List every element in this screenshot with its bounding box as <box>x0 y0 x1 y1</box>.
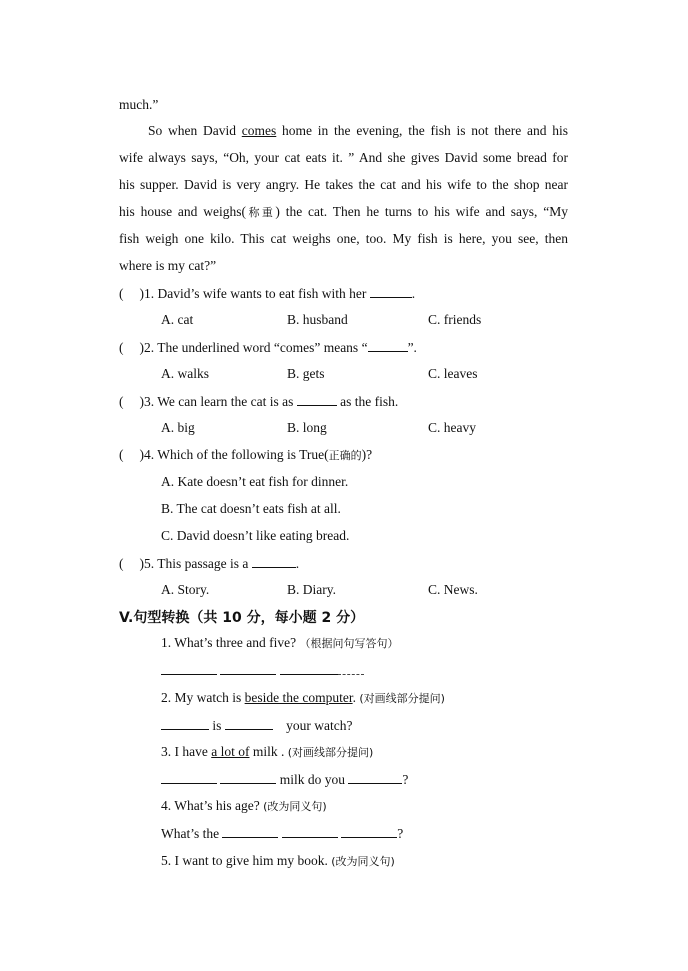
passage-line-3: his supper. David is very angry. He takes the cat and his wife to the shop near <box>119 177 568 192</box>
option-a[interactable]: A. Story. <box>161 582 210 597</box>
option-b[interactable]: B. husband <box>287 312 348 327</box>
passage-line-6: where is my cat?” <box>119 258 217 273</box>
question-text: )? <box>361 447 373 462</box>
answer-blank[interactable] <box>282 825 338 838</box>
question-text: . <box>411 286 416 301</box>
option-a[interactable]: A. big <box>161 420 195 435</box>
answer-blank[interactable] <box>368 339 408 352</box>
section-title: V.句型转换（共 10 分，每小题 2 分） <box>119 610 365 626</box>
question-text: David’s wife wants to eat fish with her <box>157 286 370 301</box>
answer-text: milk do you <box>276 772 349 787</box>
answer-bracket-open: ( <box>119 286 124 301</box>
transform-question-1 <box>161 635 398 652</box>
passage-text: ) the cat. Then he turns to his wife and says, “My <box>275 204 569 219</box>
answer-blank[interactable] <box>338 662 364 675</box>
passage-line-2: wife always says, “Oh, your cat eats it. ” And she gives David some bread for <box>119 150 568 165</box>
question-number: )2. <box>139 340 155 355</box>
question-text: . <box>352 690 356 705</box>
question-number: )3. <box>139 394 155 409</box>
option-c[interactable]: C. News. <box>428 582 478 597</box>
transform-answer-1 <box>161 662 364 679</box>
option-b[interactable]: B. gets <box>287 366 325 381</box>
answer-bracket-open: ( <box>119 447 124 462</box>
option-c[interactable]: C. leaves <box>428 366 478 381</box>
answer-text: What’s the <box>161 826 223 841</box>
underlined-word: comes <box>241 123 277 138</box>
passage-text: home in the evening, the fish is not there and his <box>276 123 568 138</box>
question-text: 1. What’s three and five? <box>161 635 297 650</box>
answer-blank[interactable] <box>252 555 296 568</box>
answer-text: ? <box>397 826 404 841</box>
chinese-instruction: (对画线部分提问) <box>287 746 374 759</box>
question-5 <box>119 555 299 572</box>
question-text: 5. I want to give him my book. <box>161 853 328 868</box>
chinese-gloss: 称重 <box>246 206 276 219</box>
transform-question-3 <box>161 744 373 761</box>
option-b[interactable]: B. long <box>287 420 327 435</box>
answer-blank[interactable] <box>161 717 209 730</box>
answer-bracket-open: ( <box>119 340 124 355</box>
option-a[interactable]: A. cat <box>161 312 194 327</box>
answer-blank[interactable] <box>348 771 402 784</box>
option-a[interactable]: A. Kate doesn’t eat fish for dinner. <box>161 474 349 489</box>
answer-blank[interactable] <box>297 393 337 406</box>
answer-blank[interactable] <box>220 662 276 675</box>
option-c[interactable]: C. heavy <box>428 420 476 435</box>
question-2 <box>119 339 417 356</box>
answer-blank[interactable] <box>225 717 273 730</box>
transform-answer-2 <box>161 717 353 734</box>
answer-text: ? <box>402 772 409 787</box>
option-c[interactable]: C. friends <box>428 312 482 327</box>
question-text: This passage is a <box>157 556 252 571</box>
question-text: Which of the following is True( <box>157 447 329 462</box>
answer-blank[interactable] <box>370 285 412 298</box>
answer-blank[interactable] <box>222 825 278 838</box>
answer-blank[interactable] <box>220 771 276 784</box>
option-a[interactable]: A. walks <box>161 366 209 381</box>
answer-blank[interactable] <box>161 771 217 784</box>
question-text: 4. What’s his age? <box>161 798 260 813</box>
answer-text: is <box>209 718 225 733</box>
underlined-phrase: beside the computer <box>244 690 353 705</box>
question-number: )1. <box>139 286 155 301</box>
answer-bracket-open: ( <box>119 556 124 571</box>
answer-bracket-open: ( <box>119 394 124 409</box>
chinese-instruction: (改为同义句) <box>263 800 327 813</box>
question-4 <box>119 447 372 464</box>
question-text: ”. <box>407 340 417 355</box>
chinese-instruction: (对画线部分提问) <box>359 692 445 705</box>
question-text: . <box>295 556 300 571</box>
option-c[interactable]: C. David doesn’t like eating bread. <box>161 528 350 543</box>
underlined-phrase: a lot of <box>211 744 250 759</box>
question-text: 3. I have <box>161 744 212 759</box>
passage-line-5: fish weigh one kilo. This cat weighs one, too. My fish is here, you see, then <box>119 231 568 246</box>
question-text: as the fish. <box>336 394 399 409</box>
answer-blank[interactable] <box>161 662 217 675</box>
passage-line-4 <box>119 204 568 221</box>
question-number: )5. <box>139 556 155 571</box>
chinese-instruction: (改为同义句) <box>331 855 395 868</box>
chinese-instruction: （根据问句写答句） <box>299 637 399 650</box>
transform-question-2 <box>161 690 445 707</box>
question-text: The underlined word “comes” means “ <box>157 340 368 355</box>
answer-text: your watch? <box>286 718 353 733</box>
passage-text: So when David <box>148 123 242 138</box>
question-text: milk . <box>249 744 285 759</box>
option-b[interactable]: B. The cat doesn’t eats fish at all. <box>161 501 341 516</box>
question-1 <box>119 285 415 302</box>
transform-question-5 <box>161 853 395 870</box>
passage-line-1 <box>148 123 568 139</box>
transform-answer-4 <box>161 825 403 842</box>
passage-text: his house and weighs( <box>119 204 246 219</box>
answer-blank[interactable] <box>280 662 338 675</box>
chinese-gloss: 正确的 <box>328 449 362 462</box>
transform-answer-3 <box>161 771 408 788</box>
option-b[interactable]: B. Diary. <box>287 582 336 597</box>
question-number: )4. <box>139 447 155 462</box>
question-text: We can learn the cat is as <box>157 394 297 409</box>
answer-blank[interactable] <box>341 825 397 838</box>
transform-question-4 <box>161 798 327 815</box>
passage-line-0: much.” <box>119 97 159 112</box>
question-text: 2. My watch is <box>161 690 245 705</box>
question-3 <box>119 393 398 410</box>
